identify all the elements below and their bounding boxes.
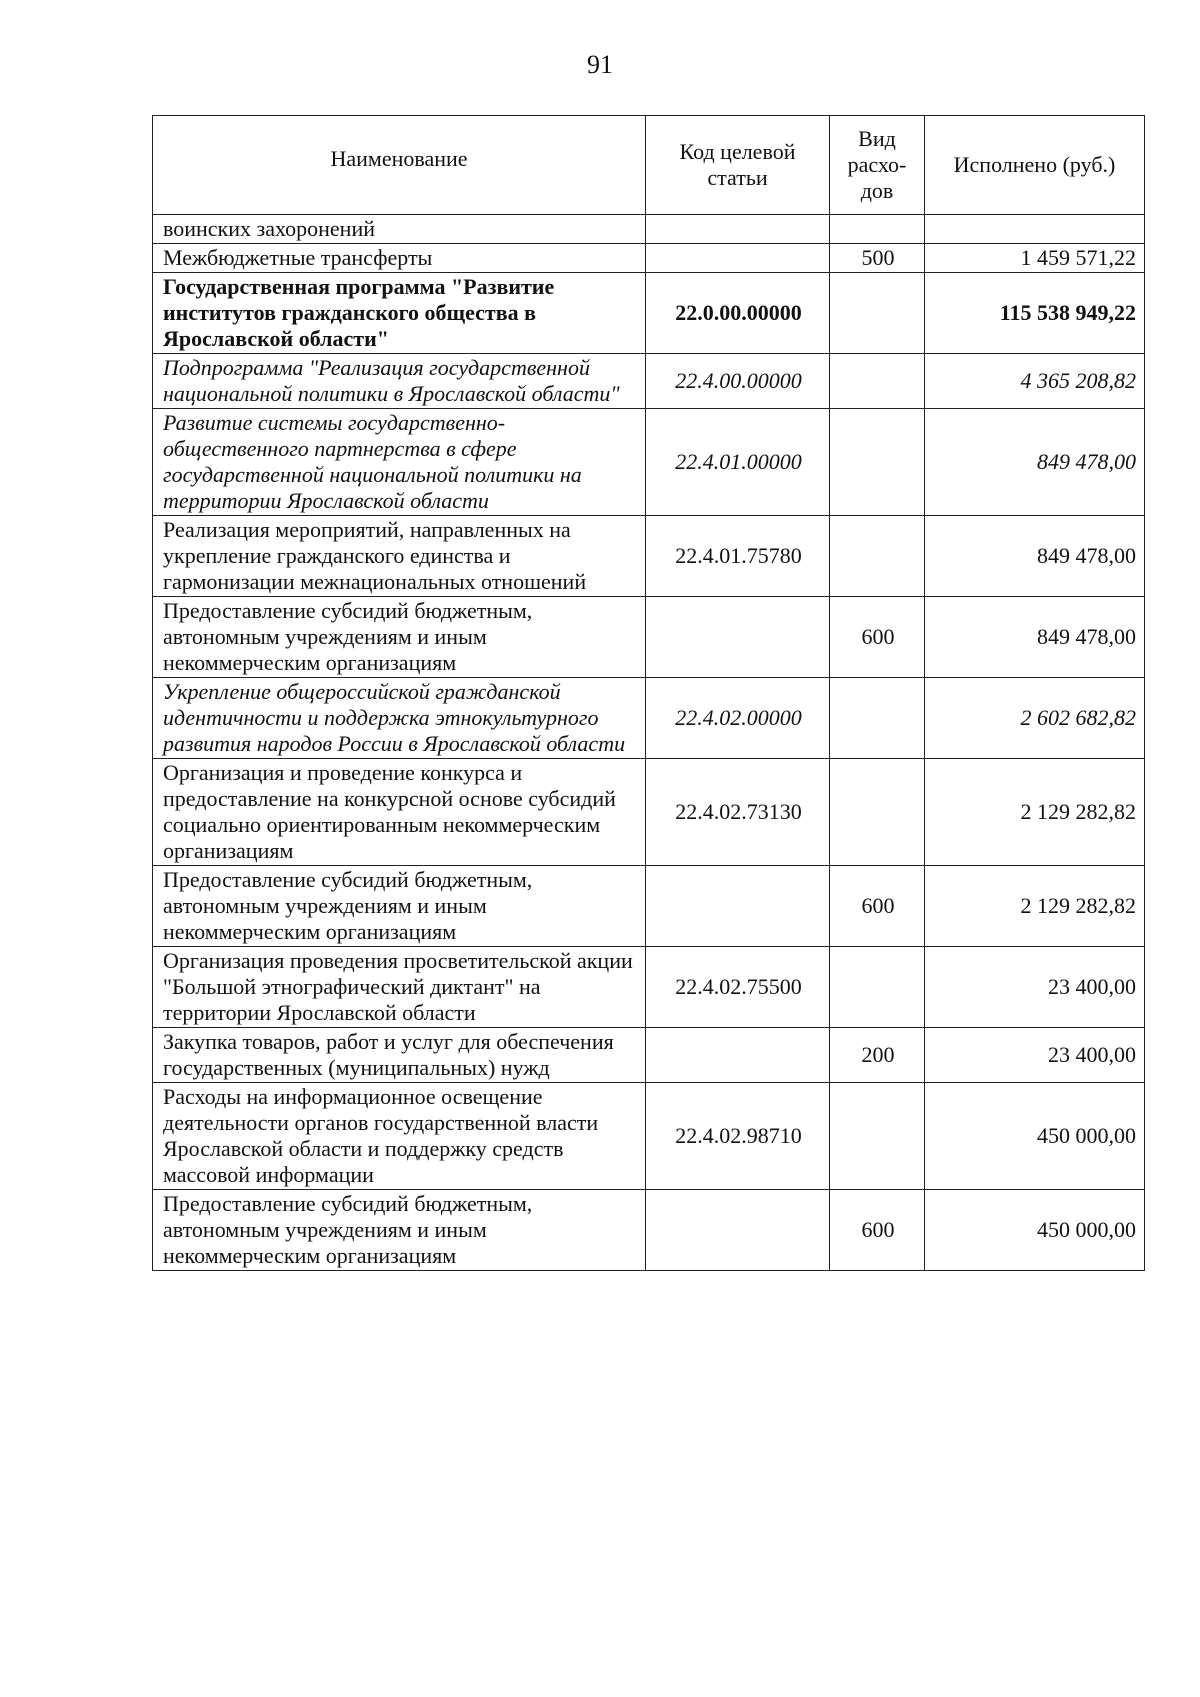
cell-name: Предоставление субсидий бюджетным, автономным учреждениям и иным некоммерческим организациям: [153, 866, 646, 947]
cell-amount: 2 129 282,82: [925, 759, 1145, 866]
cell-name: Реализация мероприятий, направленных на укрепление гражданского единства и гармонизации межнациональных отношений: [153, 516, 646, 597]
cell-code: 22.4.02.75500: [646, 947, 830, 1028]
cell-name: Государственная программа "Развитие институтов гражданского общества в Ярославской области": [153, 273, 646, 354]
cell-code: 22.4.02.98710: [646, 1083, 830, 1190]
cell-name: Организация и проведение конкурса и предоставление на конкурсной основе субсидий социально ориентированным некоммерческим организациям: [153, 759, 646, 866]
cell-code: [646, 866, 830, 947]
cell-code: 22.4.00.00000: [646, 354, 830, 409]
cell-code: [646, 1028, 830, 1083]
cell-name: Развитие системы государственно-общественного партнерства в сфере государственной национальной политики на территории Ярославской области: [153, 409, 646, 516]
cell-code: [646, 244, 830, 273]
table-row: [153, 678, 1145, 759]
cell-kind: 600: [830, 597, 925, 678]
cell-amount: 4 365 208,82: [925, 354, 1145, 409]
cell-name: Расходы на информационное освещение деятельности органов государственной власти Ярославской области и поддержку средств массовой информации: [153, 1083, 646, 1190]
table-row: [153, 759, 1145, 866]
header-code: Код целевой статьи: [646, 116, 830, 215]
cell-code: [646, 215, 830, 244]
header-amount: Исполнено (руб.): [925, 116, 1145, 215]
cell-code: [646, 597, 830, 678]
table-row: [153, 516, 1145, 597]
cell-kind: 200: [830, 1028, 925, 1083]
cell-amount: 450 000,00: [925, 1083, 1145, 1190]
cell-name: Подпрограмма "Реализация государственной национальной политики в Ярославской области": [153, 354, 646, 409]
cell-name: Предоставление субсидий бюджетным, автономным учреждениям и иным некоммерческим организациям: [153, 1190, 646, 1271]
table-row: [153, 1190, 1145, 1271]
table-row: [153, 244, 1145, 273]
cell-code: 22.0.00.00000: [646, 273, 830, 354]
cell-code: 22.4.01.75780: [646, 516, 830, 597]
cell-amount: 849 478,00: [925, 597, 1145, 678]
cell-amount: 115 538 949,22: [925, 273, 1145, 354]
cell-amount: 849 478,00: [925, 409, 1145, 516]
cell-name: Межбюджетные трансферты: [153, 244, 646, 273]
cell-code: 22.4.01.00000: [646, 409, 830, 516]
cell-name: Организация проведения просветительской акции "Большой этнографический диктант" на территории Ярославской области: [153, 947, 646, 1028]
cell-kind: [830, 1083, 925, 1190]
cell-kind: [830, 215, 925, 244]
cell-kind: [830, 678, 925, 759]
cell-kind: [830, 759, 925, 866]
cell-kind: [830, 947, 925, 1028]
cell-kind: [830, 354, 925, 409]
cell-amount: 23 400,00: [925, 1028, 1145, 1083]
cell-amount: 1 459 571,22: [925, 244, 1145, 273]
table-row: [153, 215, 1145, 244]
cell-amount: 849 478,00: [925, 516, 1145, 597]
table-row: [153, 354, 1145, 409]
cell-kind: [830, 409, 925, 516]
table-row: [153, 409, 1145, 516]
page-number: 91: [587, 50, 613, 79]
cell-code: 22.4.02.00000: [646, 678, 830, 759]
cell-code: 22.4.02.73130: [646, 759, 830, 866]
cell-name: Предоставление субсидий бюджетным, автономным учреждениям и иным некоммерческим организациям: [153, 597, 646, 678]
table-row: [153, 1083, 1145, 1190]
cell-amount: 450 000,00: [925, 1190, 1145, 1271]
table-row: [153, 597, 1145, 678]
cell-kind: [830, 273, 925, 354]
cell-name: воинских захоронений: [153, 215, 646, 244]
header-kind: Вид расхо-дов: [830, 116, 925, 215]
cell-kind: 600: [830, 866, 925, 947]
cell-code: [646, 1190, 830, 1271]
table-row: [153, 273, 1145, 354]
table-header-row: [153, 116, 1145, 215]
table-row: [153, 866, 1145, 947]
cell-amount: 2 602 682,82: [925, 678, 1145, 759]
cell-amount: 23 400,00: [925, 947, 1145, 1028]
cell-kind: [830, 516, 925, 597]
header-name: Наименование: [153, 116, 646, 215]
cell-name: Укрепление общероссийской гражданской идентичности и поддержка этнокультурного развития народов России в Ярославской области: [153, 678, 646, 759]
cell-name: Закупка товаров, работ и услуг для обеспечения государственных (муниципальных) нужд: [153, 1028, 646, 1083]
table-row: [153, 947, 1145, 1028]
table-row: [153, 1028, 1145, 1083]
cell-kind: 600: [830, 1190, 925, 1271]
cell-amount: 2 129 282,82: [925, 866, 1145, 947]
budget-table: [152, 115, 1145, 1271]
cell-amount: [925, 215, 1145, 244]
cell-kind: 500: [830, 244, 925, 273]
